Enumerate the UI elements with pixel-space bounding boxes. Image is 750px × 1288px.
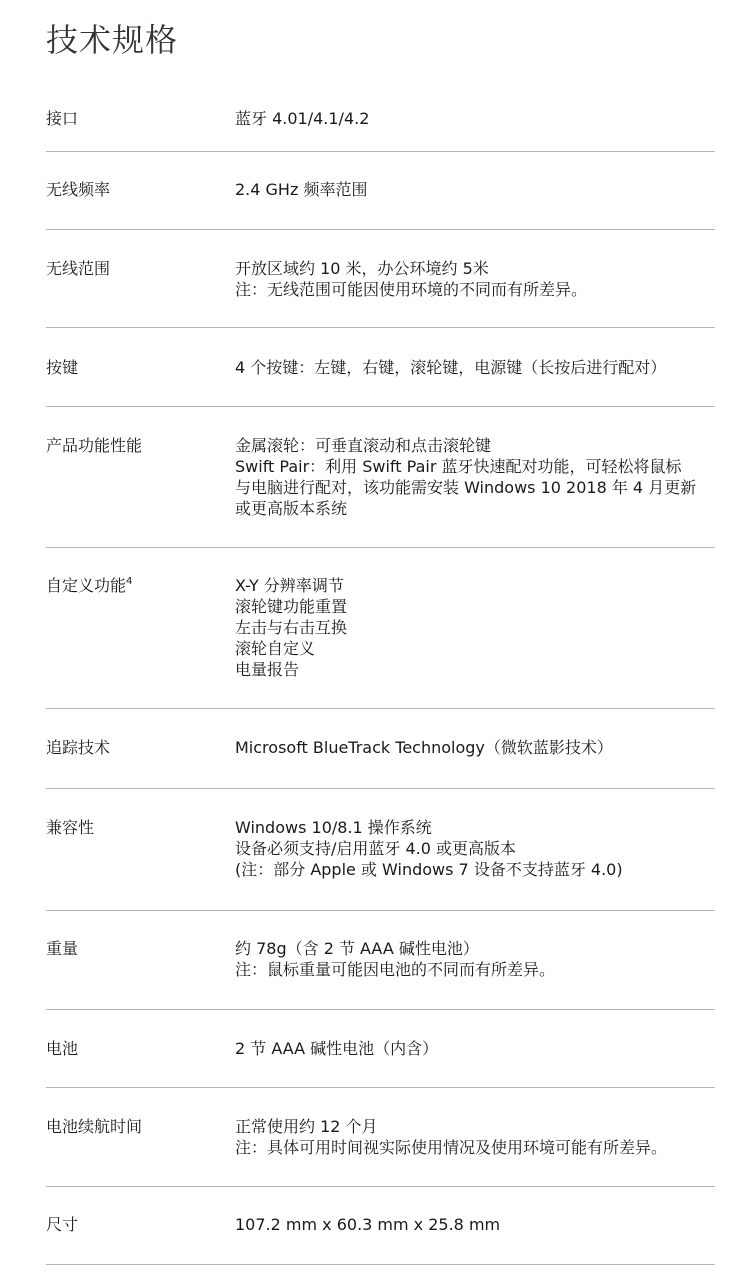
spec-label — [46, 1214, 231, 1235]
spec-label — [46, 575, 231, 596]
spec-value-line: 与电脑进行配对，该功能需安装 Windows 10 2018 年 4 月更新 — [235, 478, 697, 497]
spec-value-line: 或更高版本系统 — [235, 499, 348, 518]
spec-values — [235, 737, 731, 758]
spec-value-line: 设备必须支持/启用蓝牙 4.0 或更高版本 — [235, 839, 517, 858]
spec-label — [46, 435, 231, 456]
row-divider — [46, 708, 715, 709]
spec-value-line: 左击与右击互换 — [235, 618, 348, 637]
spec-value-line: 2.4 GHz 频率范围 — [235, 180, 368, 199]
spec-label-text: 追踪技术 — [46, 738, 111, 757]
row-divider — [46, 229, 715, 230]
spec-label — [46, 179, 231, 200]
spec-value-line: Windows 10/8.1 操作系统 — [235, 818, 432, 837]
spec-values — [235, 817, 731, 880]
row-divider — [46, 327, 715, 328]
spec-value-line: X-Y 分辨率调节 — [235, 576, 344, 595]
spec-value-line: Swift Pair：利用 Swift Pair 蓝牙快速配对功能，可轻松将鼠标 — [235, 457, 682, 476]
spec-value-line: 2 节 AAA 碱性电池（内含） — [235, 1039, 439, 1058]
spec-label-text: 产品功能性能 — [46, 436, 143, 455]
spec-values — [235, 1116, 731, 1158]
spec-value-line: 正常使用约 12 个月 — [235, 1117, 378, 1136]
spec-values — [235, 357, 731, 378]
spec-label-text: 接口 — [46, 109, 79, 128]
spec-value-line: 约 78g（含 2 节 AAA 碱性电池） — [235, 939, 479, 958]
spec-value-line: 滚轮自定义 — [235, 639, 316, 658]
spec-value-line: (注：部分 Apple 或 Windows 7 设备不支持蓝牙 4.0) — [235, 860, 623, 879]
spec-value-line: 注：鼠标重量可能因电池的不同而有所差异。 — [235, 960, 556, 979]
row-divider — [46, 910, 715, 911]
spec-values — [235, 108, 731, 129]
footnote-marker: 4 — [126, 576, 133, 587]
spec-label — [46, 108, 231, 129]
spec-label-text: 无线范围 — [46, 259, 111, 278]
spec-label-text: 无线频率 — [46, 180, 111, 199]
row-divider — [46, 1186, 715, 1187]
spec-label — [46, 737, 231, 758]
row-divider — [46, 788, 715, 789]
spec-label-text: 兼容性 — [46, 818, 95, 837]
spec-value-line: 注：具体可用时间视实际使用情况及使用环境可能有所差异。 — [235, 1138, 668, 1157]
row-divider — [46, 1087, 715, 1088]
spec-label — [46, 357, 231, 378]
spec-label-text: 电池 — [46, 1039, 79, 1058]
spec-label-text: 重量 — [46, 939, 79, 958]
row-divider — [46, 1009, 715, 1010]
spec-values — [235, 1038, 731, 1059]
spec-values — [235, 258, 731, 300]
spec-value-line: Microsoft BlueTrack Technology（微软蓝影技术） — [235, 738, 613, 757]
spec-label-text: 电池续航时间 — [46, 1117, 143, 1136]
spec-values — [235, 179, 731, 200]
row-divider — [46, 406, 715, 407]
spec-label-text: 尺寸 — [46, 1215, 79, 1234]
row-divider — [46, 151, 715, 152]
spec-value-line: 注：无线范围可能因使用环境的不同而有所差异。 — [235, 280, 588, 299]
spec-value-line: 蓝牙 4.01/4.1/4.2 — [235, 109, 370, 128]
spec-values — [235, 435, 731, 519]
spec-value-line: 开放区域约 10 米，办公环境约 5米 — [235, 259, 489, 278]
spec-value-line: 滚轮键功能重置 — [235, 597, 348, 616]
row-divider — [46, 1264, 715, 1265]
spec-label-text: 自定义功能 — [46, 576, 127, 595]
spec-label — [46, 1116, 231, 1137]
spec-value-line: 金属滚轮：可垂直滚动和点击滚轮键 — [235, 436, 492, 455]
spec-label — [46, 817, 231, 838]
row-divider — [46, 547, 715, 548]
spec-label — [46, 938, 231, 959]
spec-values — [235, 938, 731, 980]
spec-values — [235, 575, 731, 680]
spec-label — [46, 1038, 231, 1059]
spec-values — [235, 1214, 731, 1235]
spec-label — [46, 258, 231, 279]
page-title: 技术规格 — [46, 21, 179, 59]
spec-value-line: 107.2 mm x 60.3 mm x 25.8 mm — [235, 1215, 501, 1234]
spec-value-line: 4 个按键：左键，右键，滚轮键，电源键（长按后进行配对） — [235, 358, 667, 377]
spec-value-line: 电量报告 — [235, 660, 300, 679]
spec-label-text: 按键 — [46, 358, 79, 377]
